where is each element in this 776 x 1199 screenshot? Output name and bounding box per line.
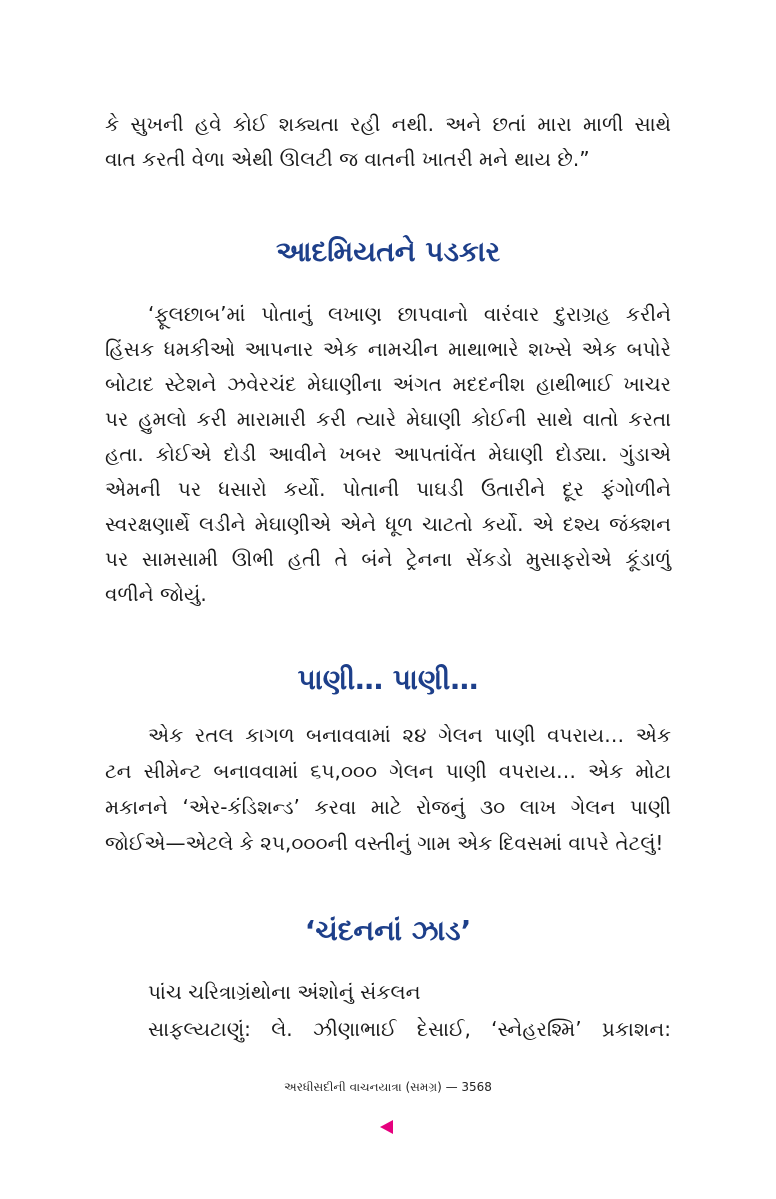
body-text-line: કે સુખની હવે કોઈ શક્યતા રહી નથી. અને છતાં મારા માળી સાથે	[105, 112, 671, 136]
body-text-line: પાંચ ચરિત્રાગ્રંથોના અંશોનું સંકલન	[148, 980, 421, 1004]
body-text-line: સાફલ્યટાણું: લે. ઝીણાભાઈ દેસાઈ, ‘સ્નેહરશ્મિ’ પ્રકાશન:	[148, 1017, 671, 1041]
body-text-line: હતા. કોઈએ દોડી આવીને ખબર આપતાંવેંત મેઘાણી દોડ્યા. ગુંડાએ	[105, 442, 671, 466]
section-heading: પાણી… પાણી…	[297, 663, 479, 696]
body-text-line: વાત કરતી વેળા એથી ઊલટી જ વાતની ખાતરી મને થાય છે.”	[105, 147, 590, 171]
body-text-line: સ્વરક્ષણાર્થે લડીને મેઘાણીએ એને ધૂળ ચાટતો કર્યો. એ દશ્ય જંક્શન	[105, 512, 671, 536]
body-text-line: ટન સીમેન્ટ બનાવવામાં ૬૫,૦૦૦ ગેલન પાણી વપરાય… એક મોટા	[105, 759, 671, 783]
body-text-line: વળીને જોયું.	[105, 582, 207, 606]
body-text-line: પર હુમલો કરી મારામારી કરી ત્યારે મેઘાણી કોઈની સાથે વાતો કરતા	[105, 407, 671, 431]
body-text-line: હિંસક ધમકીઓ આપનાર એક નામચીન માથાભારે શખ્સે એક બપોરે	[105, 337, 671, 361]
body-text-line: ‘ફૂલછાબ’માં પોતાનું લખાણ છાપવાનો વારંવાર દુરાગ્રહ કરીને	[148, 302, 671, 326]
body-text-line: બોટાદ સ્ટેશને ઝવેરચંદ મેઘાણીના અંગત મદદનીશ હાથીભાઈ ખાચર	[105, 372, 671, 396]
body-text-line: જોઈએ—એટલે કે ૨૫,૦૦૦ની વસ્તીનું ગામ એક દિવસમાં વાપરે તેટલું!	[105, 831, 664, 855]
body-text-line: એમની પર ધસારો કર્યો. પોતાની પાઘડી ઉતારીને દૂર ફંગોળીને	[105, 477, 671, 501]
body-text-line: એક રતલ કાગળ બનાવવામાં ૨૪ ગેલન પાણી વપરાય… એક	[148, 723, 671, 747]
page-footer: અરધીસદીની વાચનયાત્રા (સમગ્ર) — 3568	[284, 1080, 492, 1094]
section-heading: ‘ચંદનનાં ઝાડ’	[304, 914, 472, 947]
prev-page-arrow-icon[interactable]	[380, 1120, 393, 1134]
body-text-line: મકાનને ‘એર-કંડિશન્ડ’ કરવા માટે રોજનું ૩૦ લાખ ગેલન પાણી	[105, 795, 671, 819]
body-text-line: પર સામસામી ઊભી હતી તે બંને ટ્રેનના સેંકડો મુસાફરોએ કૂંડાળું	[105, 547, 671, 571]
section-heading: આદમિયતને પડકાર	[275, 235, 501, 268]
